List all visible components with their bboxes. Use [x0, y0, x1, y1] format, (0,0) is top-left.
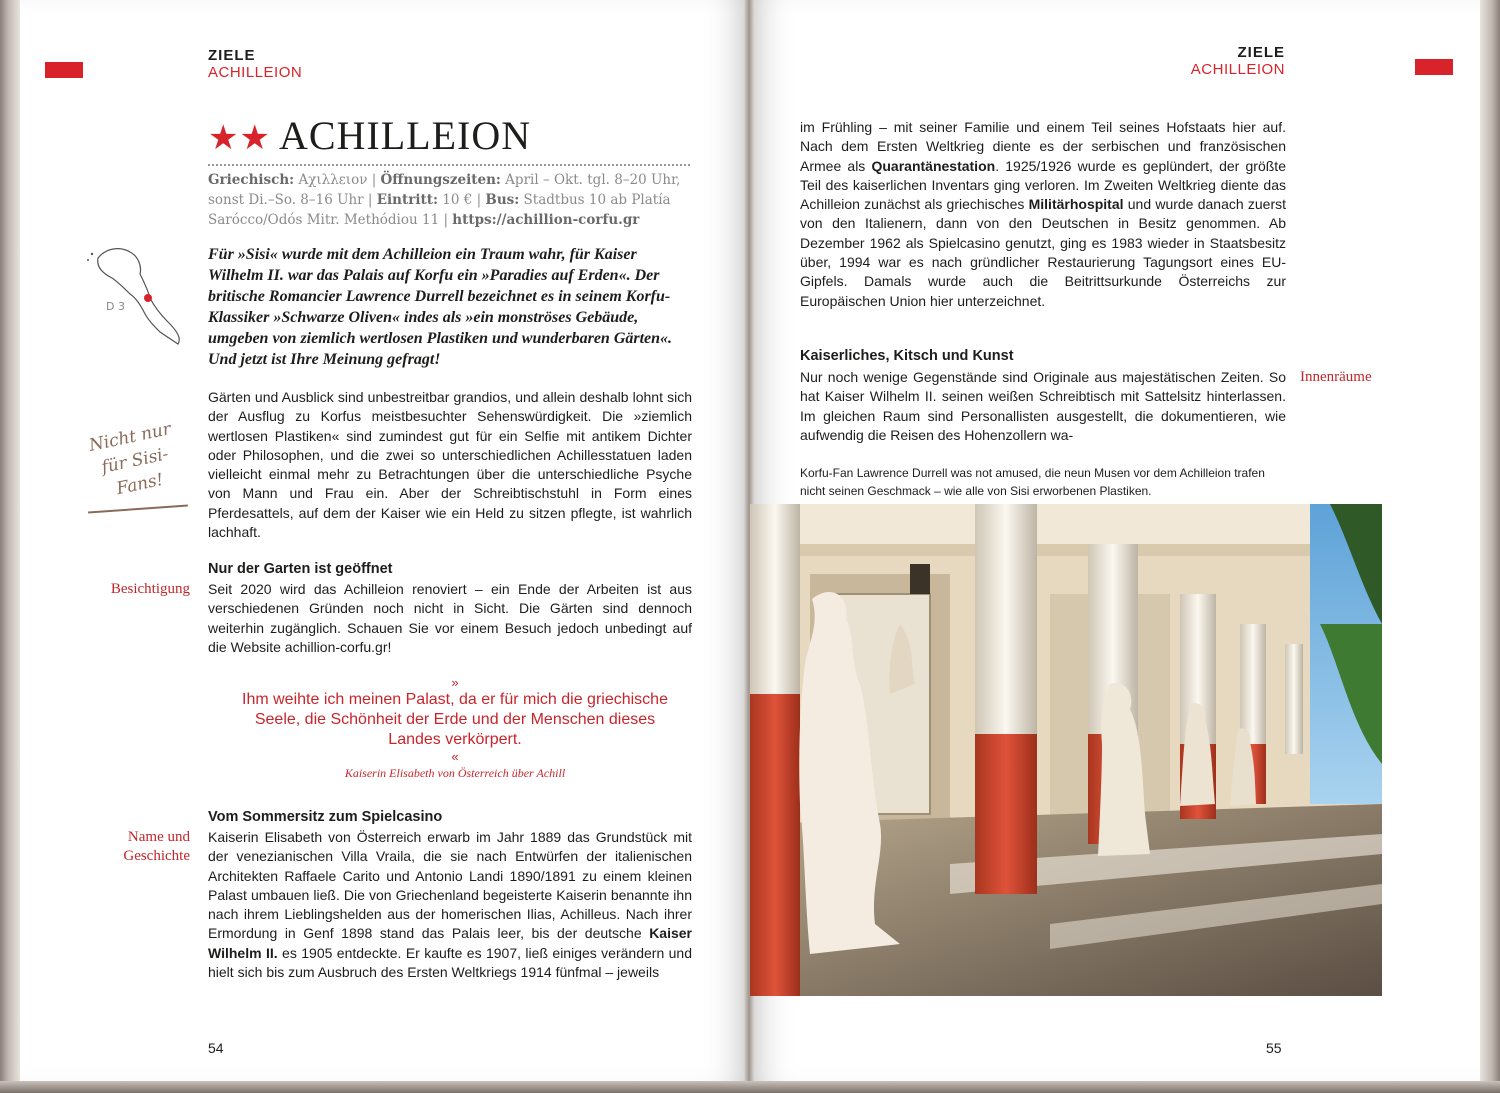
achilleion-colonnade-photo: [750, 504, 1382, 996]
history-keyword-wilhelm: Kaiser Wilhelm II.: [208, 925, 692, 961]
quote-text: Ihm weihte ich meinen Palast, da er für mich die griechische Seele, die Schönheit der Erde und der Menschen dieses Landes verkörpert.: [242, 691, 668, 748]
corfu-map-icon: [86, 240, 196, 350]
subheading-history: Vom Sommersitz zum Spielcasino: [208, 809, 443, 825]
continuation-text-b: . 1925/1926 wurde es geplündert, der größte Teil des kaiserlichen Inventars ging verloren. Im Zweiten Weltkrieg diente das Achilleion zunächst als griechisches: [800, 157, 1286, 213]
history-text-a: Kaiserin Elisabeth von Österreich erwarb im Jahr 1889 das Grundstück mit der venezianischen Villa Vraila, die sie nach Entwürfen der italienischen Architekten Raffaele Carito und Antonio Landi 1890/1891 zu einem kleinen Palast umbauen ließ. Die von Griechenland begeisterte Kaiserin benannte ihn nach ihrem Lieblingshelden aus der homerischen Ilias, Achilleus. Nach ihrer Ermordung in Genf 1898 stand das Palais leer, bis der deutsche: [208, 829, 692, 942]
info-address: Sarócco/Odós Mitr. Methódiou 11 |: [208, 212, 453, 228]
page-title: [208, 112, 531, 159]
continuation-text-c: und wurde danach zuerst von den Italienern, dann von den Deutschen in Besitz genommen. Ab Dezember 1962 als Spielcasino genutzt, ging es 1983 wieder in Staatsbesitz über, 1994 war es nach gründlicher Restaurierung Tagungsort eines EU-Gipfels. Damals wurde auch die Beitrittsurkunde Österreichs zur Europäischen Union hier unterzeichnet.: [800, 196, 1286, 309]
info-hours-2: sonst Di.–So. 8–16 Uhr |: [208, 192, 377, 208]
margin-label-history-line1: Name und: [127, 829, 190, 845]
quote-source: Kaiserin Elisabeth von Österreich über Achill: [344, 766, 566, 780]
book-edge-bottom: [0, 1081, 1500, 1093]
margin-label-visit: Besichtigung: [110, 581, 190, 597]
keyword-quarantine: Quarantänestation: [871, 157, 996, 174]
pull-quote: [230, 676, 680, 781]
history-text-b: es 1905 entdeckte. Er kaufte es 1907, ließ einiges verändern und hielt sich bis zum Ausbruch des Ersten Weltkriegs 1914 fünfmal – jeweils: [208, 944, 692, 981]
paragraph-garden: Seit 2020 wird das Achilleion renoviert – ein Ende der Arbeiten ist aus verschiedenen Gründen noch nicht in Sicht. Die Gärten sind dennoch weiterhin zugänglich. Schauen Sie vor einem Besuch jedoch unbedingt auf die Website achillion-corfu.gr!: [208, 581, 692, 655]
quote-open-mark: »: [451, 675, 459, 690]
lead-paragraph: Für »Sisi« wurde mit dem Achilleion ein Traum wahr, für Kaiser Wilhelm II. war das Palais auf Korfu ein »Paradies auf Erden«. Der britische Romancier Lawrence Durrell bezeichnet es in seinem Korfu-Klassiker »Schwarze Oliven« indes als »ein monströses Gebäude, umgeben von ziemlich wertlosen Plastiken und wunderbaren Gärten«. Und jetzt ist Ihre Meinung gefragt!: [208, 246, 673, 368]
info-label-hours: Öffnungszeiten:: [380, 172, 501, 188]
info-bus: Stadtbus 10 ab Platía: [519, 192, 671, 208]
paragraph-history: [208, 828, 692, 982]
book-edge-right: [1480, 0, 1500, 1093]
continuation-text-a: im Frühling – mit seiner Familie und einem Teil seines Hofstaats hier auf. Nach dem Ersten Weltkrieg diente es der serbischen und französischen Armee als: [800, 119, 1286, 174]
section-marker-left: [45, 62, 83, 78]
info-label-entry: Eintritt:: [376, 192, 438, 208]
margin-label-history: [60, 828, 190, 866]
header-chapter-right: ACHILLEION: [1190, 61, 1285, 78]
section-marker-right: [1415, 59, 1453, 75]
margin-label-interior: Innenräume: [1300, 369, 1372, 385]
book-edge-left: [0, 0, 20, 1093]
keyword-hospital: Militärhospital: [1028, 196, 1124, 213]
quote-close-mark: «: [451, 749, 459, 764]
margin-label-history-line2: Geschichte: [123, 848, 190, 864]
star-rating-icon: ★★: [208, 120, 271, 157]
photo-caption: Korfu-Fan Lawrence Durrell was not amused, die neun Musen vor dem Achilleion trafen nicht seinen Geschmack – wie alle von Sisi erworbenen Plastiken.: [800, 466, 1265, 498]
paragraph-interior: Nur noch wenige Gegenstände sind Originale aus majestätischen Zeiten. So hat Kaiser Wilhelm II. seinen weißen Schreibtisch mit Sattelsitz hinterlassen. Im gleichen Raum sind Personallisten ausgestellt, die dokumentieren, wie aufwendig die Reisen des Hohenzollern wa-: [800, 369, 1286, 443]
info-box: [208, 164, 690, 230]
header-chapter: ACHILLEION: [208, 64, 303, 81]
paragraph-intro: Gärten und Ausblick sind unbestreitbar grandios, und allein deshalb lohnt sich der Ausflug zu Korfus meistbesuchter Sehenswürdigkeit. Die »ziemlich wertlosen Plastiken« sind zumindest gut für ein Selfie mit antikem Dichter oder Philosophen, und die zwei so unterschiedlichen Achillesstatuen laden vielleicht einmal mehr zu Betrachtungen über die unterschiedliche Psyche von Mann und Frau ein. Aber der Schreibtischstuhl in Form eines Pferdesattels, auf dem der Kaiser wie ein Held zu sitzen pflegte, ist wahrlich lachhaft.: [208, 389, 692, 541]
info-label-greek: Griechisch:: [208, 172, 295, 188]
subheading-interior: Kaiserliches, Kitsch und Kunst: [800, 348, 1014, 364]
subheading-garden: Nur der Garten ist geöffnet: [208, 561, 393, 577]
info-entry-price: 10 € |: [437, 192, 486, 208]
info-label-bus: Bus:: [485, 192, 520, 208]
info-greek-name: Αχιλλειον |: [294, 172, 381, 188]
info-website-link[interactable]: https://achillion-corfu.gr: [452, 212, 640, 228]
header-section-right: ZIELE: [1237, 44, 1285, 61]
info-hours: April – Okt. tgl. 8–20 Uhr,: [500, 172, 681, 188]
page-number-left: 54: [208, 1040, 224, 1056]
header-section: ZIELE: [208, 47, 256, 64]
page-number-right: 55: [1266, 1040, 1282, 1056]
title-text: ACHILLEION: [278, 113, 532, 158]
running-header-right: [1150, 44, 1285, 78]
running-header-left: [208, 47, 302, 81]
handwritten-note: Nicht nur für Sisi-Fans!: [87, 419, 173, 500]
map-grid-label: D 3: [106, 300, 125, 313]
paragraph-continuation: [800, 118, 1286, 311]
